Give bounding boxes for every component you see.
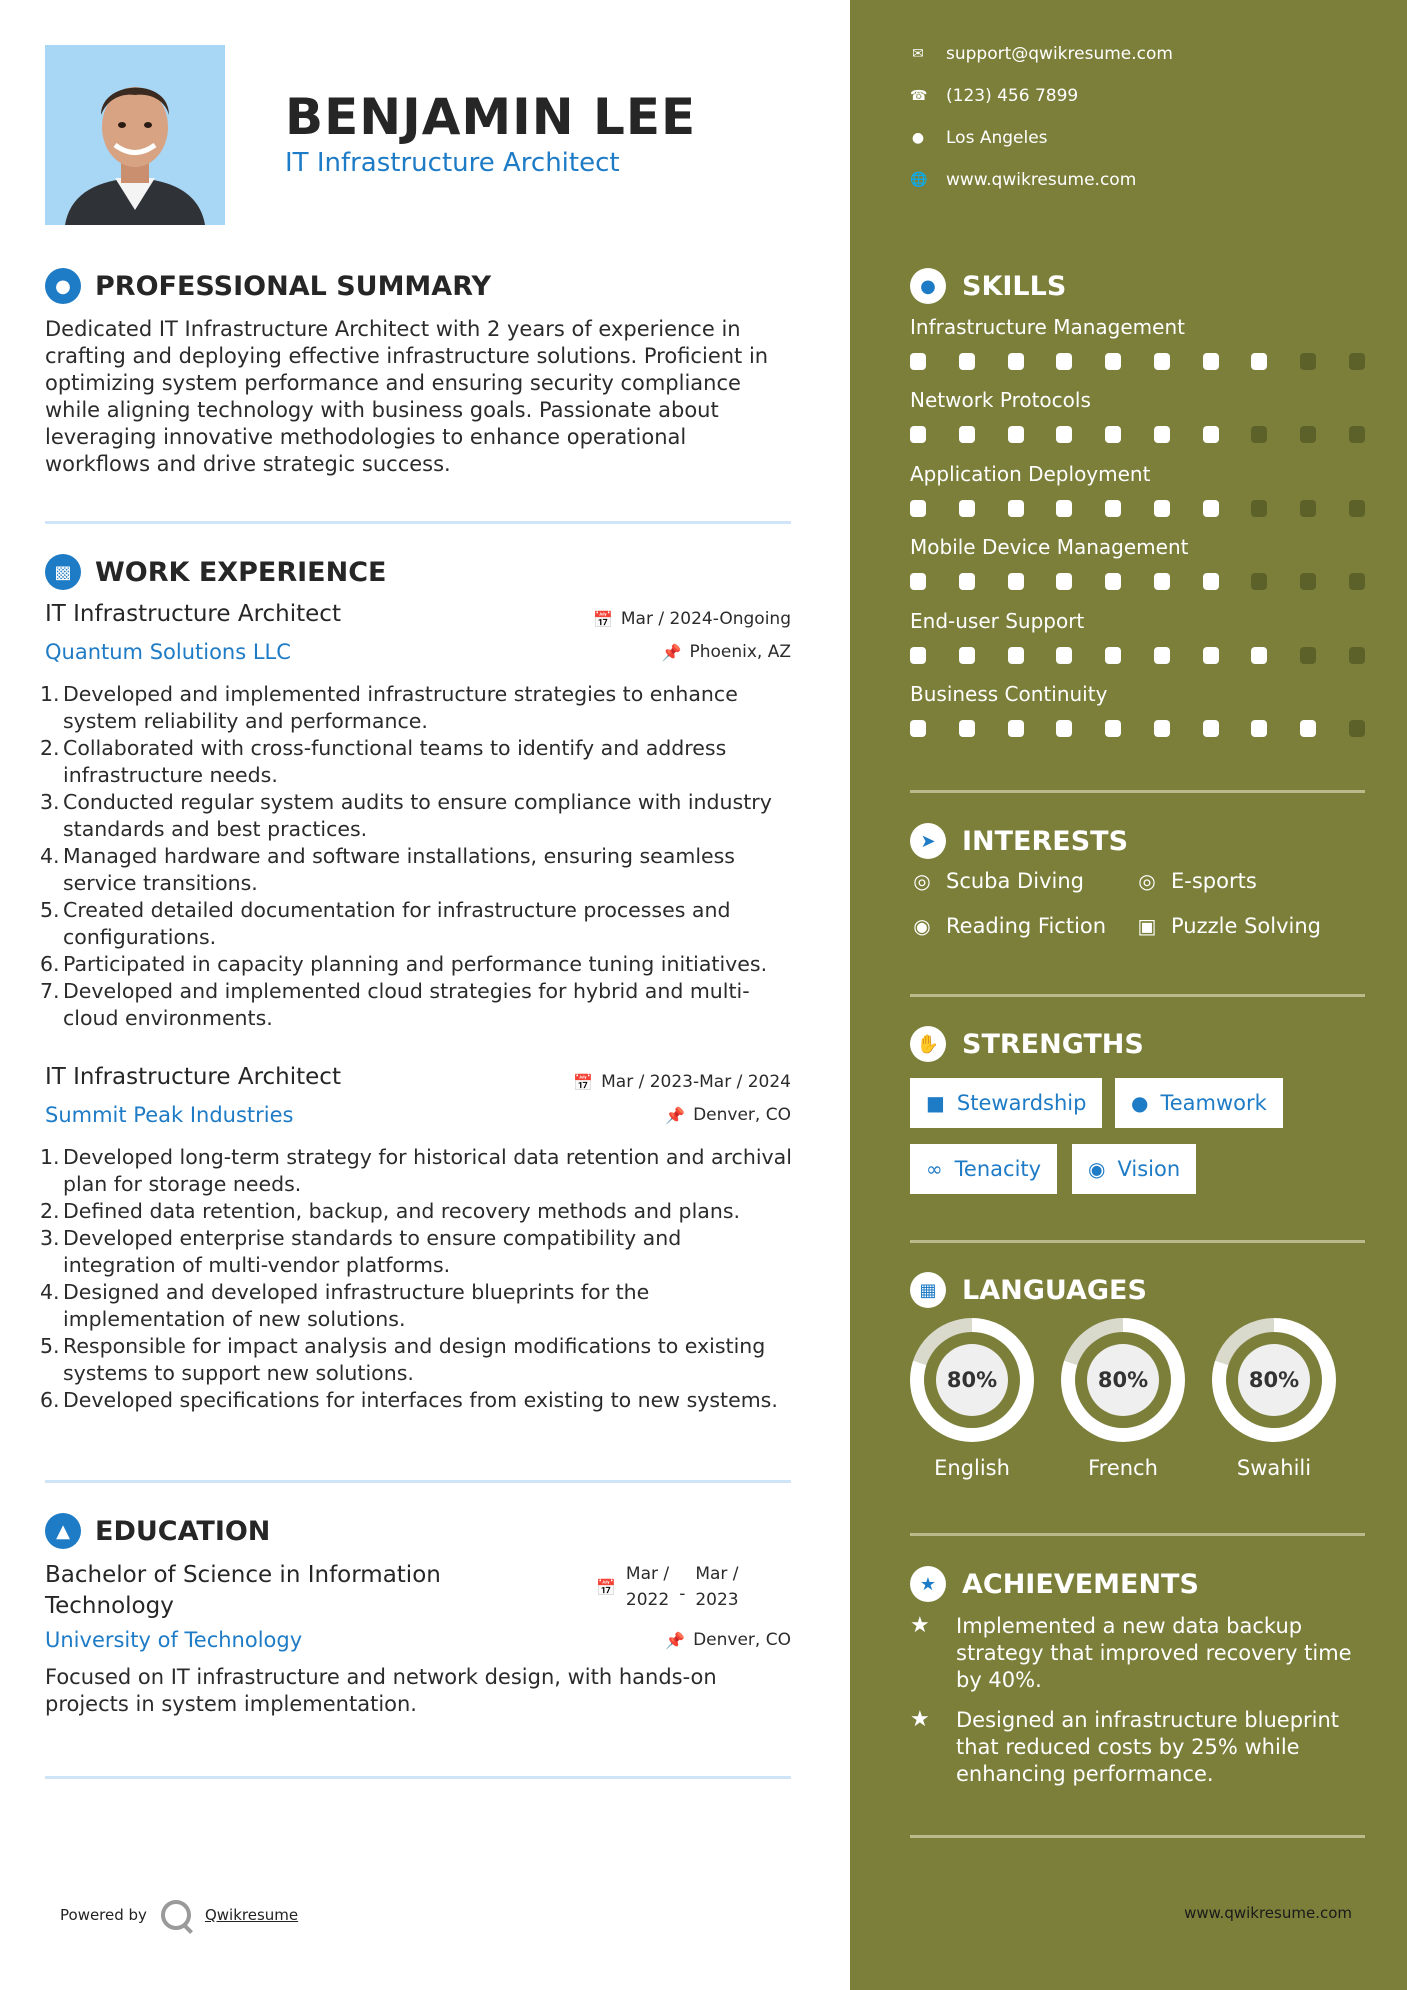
language-percent: 80% bbox=[1087, 1344, 1159, 1416]
rating-dot bbox=[1300, 353, 1316, 370]
rating-dot bbox=[1056, 353, 1072, 370]
rating-dot bbox=[1056, 500, 1072, 517]
list-item: Developed enterprise standards to ensure compatibility and integration of multi-vendor platforms. bbox=[63, 1226, 682, 1277]
rating-dot bbox=[1203, 353, 1219, 370]
contact-website[interactable] bbox=[910, 170, 1136, 190]
education-end bbox=[695, 1561, 738, 1613]
rating-dot bbox=[1154, 647, 1170, 664]
translate-icon: ▦ bbox=[910, 1272, 946, 1308]
rating-dot bbox=[1105, 647, 1121, 664]
list-item: Defined data retention, backup, and recovery methods and plans. bbox=[63, 1199, 741, 1223]
user-icon: ● bbox=[45, 268, 81, 304]
skill-item bbox=[910, 462, 1365, 517]
skill-rating bbox=[910, 573, 1365, 590]
calendar-icon: 📅 bbox=[592, 609, 613, 629]
contact-website-text: www.qwikresume.com bbox=[946, 170, 1137, 190]
summary-heading-text: PROFESSIONAL SUMMARY bbox=[95, 270, 492, 302]
rating-dot bbox=[910, 720, 926, 737]
job-company: Quantum Solutions LLC bbox=[45, 640, 291, 664]
candidate-title: IT Infrastructure Architect bbox=[285, 148, 620, 178]
job-location-text: Denver, CO bbox=[693, 1105, 791, 1125]
strength-chip bbox=[1115, 1078, 1283, 1128]
graduation-cap-icon: ▲ bbox=[45, 1513, 81, 1549]
rating-dot bbox=[1203, 500, 1219, 517]
rating-dot bbox=[1056, 720, 1072, 737]
job-location bbox=[665, 1105, 791, 1125]
skills-heading bbox=[910, 268, 1066, 304]
strength-label: Teamwork bbox=[1160, 1091, 1267, 1115]
contact-location-text: Los Angeles bbox=[946, 128, 1048, 148]
sidebar-divider bbox=[910, 994, 1365, 997]
interests-heading-text: INTERESTS bbox=[962, 825, 1129, 857]
job-date bbox=[573, 1072, 791, 1092]
skill-name: Infrastructure Management bbox=[910, 315, 1185, 339]
strength-label: Vision bbox=[1117, 1157, 1181, 1181]
book-icon: ▣ bbox=[1137, 914, 1157, 938]
list-item: Collaborated with cross-functional teams to identify and address infrastructure needs. bbox=[63, 736, 727, 787]
language-name: French bbox=[1088, 1456, 1158, 1480]
strength-label: Stewardship bbox=[956, 1091, 1087, 1115]
education-location-text: Denver, CO bbox=[693, 1630, 791, 1650]
job-location bbox=[662, 642, 791, 662]
skill-rating bbox=[910, 426, 1365, 443]
rating-dot bbox=[1154, 500, 1170, 517]
achievement-text: Implemented a new data backup strategy that improved recovery time by 40%. bbox=[956, 1614, 1352, 1692]
language-ring bbox=[1061, 1318, 1185, 1442]
pin-icon: 📌 bbox=[665, 1105, 686, 1125]
language-item bbox=[910, 1318, 1034, 1480]
achievement-item bbox=[910, 1707, 1370, 1788]
list-item: Designed and developed infrastructure blueprints for the implementation of new solutions. bbox=[63, 1280, 650, 1331]
skill-name: Network Protocols bbox=[910, 388, 1091, 412]
job-duties-list bbox=[40, 681, 800, 1032]
rating-dot bbox=[1203, 573, 1219, 590]
sidebar-divider bbox=[910, 1835, 1365, 1838]
strength-chip bbox=[1072, 1144, 1196, 1194]
calendar-icon: 📅 bbox=[596, 1577, 616, 1597]
language-percent: 80% bbox=[1238, 1344, 1310, 1416]
strength-chip bbox=[910, 1144, 1057, 1194]
contact-email-text: support@qwikresume.com bbox=[946, 44, 1173, 64]
rating-dot bbox=[1008, 720, 1024, 737]
rating-dot bbox=[1154, 720, 1170, 737]
contact-phone-text: (123) 456 7899 bbox=[946, 86, 1079, 106]
contact-phone bbox=[910, 86, 1078, 106]
education-date bbox=[596, 1561, 739, 1613]
rating-dot bbox=[1154, 573, 1170, 590]
strengths-heading bbox=[910, 1026, 1144, 1062]
life-ring-icon: ◎ bbox=[1138, 869, 1156, 893]
qwikresume-link[interactable]: Qwikresume bbox=[204, 1906, 299, 1924]
binoculars-icon: ◉ bbox=[1088, 1157, 1106, 1181]
skills-heading-text: SKILLS bbox=[962, 270, 1067, 302]
school-name: University of Technology bbox=[45, 1628, 303, 1652]
education-location bbox=[665, 1630, 791, 1650]
section-divider bbox=[45, 1776, 791, 1779]
rating-dot bbox=[1154, 353, 1170, 370]
rating-dot bbox=[1008, 647, 1024, 664]
sidebar bbox=[850, 0, 1407, 1990]
sidebar-divider bbox=[910, 1240, 1365, 1243]
interest-item bbox=[1135, 869, 1257, 893]
rating-dot bbox=[1251, 353, 1267, 370]
interest-item bbox=[1135, 914, 1321, 938]
gamepad-icon: ◉ bbox=[913, 914, 931, 938]
achievement-text: Designed an infrastructure blueprint that reduced costs by 25% while enhancing performance. bbox=[956, 1708, 1340, 1786]
strengths-heading-text: STRENGTHS bbox=[962, 1028, 1144, 1060]
rating-dot bbox=[959, 647, 975, 664]
job-duties-list bbox=[40, 1144, 800, 1414]
experience-heading bbox=[45, 554, 386, 590]
achievement-item bbox=[910, 1613, 1370, 1694]
skill-rating bbox=[910, 647, 1365, 664]
footer-website[interactable]: www.qwikresume.com bbox=[1184, 1904, 1352, 1922]
rating-dot bbox=[1105, 720, 1121, 737]
rating-dot bbox=[910, 647, 926, 664]
profile-photo bbox=[45, 45, 225, 225]
globe-icon: 🌐 bbox=[910, 172, 928, 188]
rating-dot bbox=[1203, 720, 1219, 737]
interest-item bbox=[910, 869, 1084, 893]
shooting-star-icon: ★ bbox=[910, 1613, 930, 1638]
education-end-month: Mar / bbox=[695, 1564, 739, 1584]
skill-item bbox=[910, 609, 1365, 664]
rating-dot bbox=[1300, 647, 1316, 664]
rating-dot bbox=[910, 573, 926, 590]
rating-dot bbox=[1300, 500, 1316, 517]
language-item bbox=[1212, 1318, 1336, 1480]
pin-icon: 📌 bbox=[665, 1630, 686, 1650]
briefcase-icon: ■ bbox=[926, 1091, 945, 1115]
job-date bbox=[593, 609, 791, 629]
rating-dot bbox=[1105, 353, 1121, 370]
rating-dot bbox=[1105, 573, 1121, 590]
rating-dot bbox=[959, 720, 975, 737]
lightbulb-icon: ● bbox=[910, 268, 946, 304]
calendar-icon: 📅 bbox=[573, 1072, 594, 1092]
list-item: Conducted regular system audits to ensure compliance with industry standards and best practices. bbox=[63, 790, 772, 841]
education-start-year: 2022 bbox=[625, 1590, 670, 1610]
summary-heading bbox=[45, 268, 491, 304]
sidebar-divider bbox=[910, 1533, 1365, 1536]
interest-label: Scuba Diving bbox=[946, 869, 1084, 893]
education-description: Focused on IT infrastructure and network design, with hands-on projects in system implementation. bbox=[45, 1665, 717, 1716]
office-chair-icon: ▩ bbox=[45, 554, 81, 590]
list-item: Developed specifications for interfaces from existing to new systems. bbox=[63, 1388, 778, 1412]
paper-plane-icon: ➤ bbox=[910, 823, 946, 859]
job-company: Summit Peak Industries bbox=[45, 1103, 294, 1127]
candidate-name: BENJAMIN LEE bbox=[285, 88, 697, 146]
contact-email[interactable] bbox=[910, 44, 1173, 64]
rating-dot bbox=[1008, 426, 1024, 443]
list-item: Created detailed documentation for infrastructure processes and configurations. bbox=[63, 898, 731, 949]
rating-dot bbox=[959, 573, 975, 590]
summary-text: Dedicated IT Infrastructure Architect with 2 years of experience in crafting and deploying effective infrastructure solutions. Proficient in optimizing system performance and ensuring security compliance while aligning technology with business goals. Passionate about leveraging innovative methodologies to enhance operational workflows and drive strategic success. bbox=[45, 317, 769, 476]
language-name: Swahili bbox=[1236, 1456, 1312, 1480]
rating-dot bbox=[910, 500, 926, 517]
skill-name: Application Deployment bbox=[910, 462, 1151, 486]
rating-dot bbox=[1056, 573, 1072, 590]
job-title: IT Infrastructure Architect bbox=[45, 1064, 341, 1090]
language-name: English bbox=[934, 1456, 1010, 1480]
rating-dot bbox=[1251, 720, 1267, 737]
interest-label: E-sports bbox=[1171, 869, 1257, 893]
link-icon: ∞ bbox=[926, 1157, 943, 1181]
list-item: Developed and implemented cloud strategies for hybrid and multi-cloud environments. bbox=[63, 979, 750, 1030]
language-percent: 80% bbox=[936, 1344, 1008, 1416]
skill-item bbox=[910, 682, 1365, 737]
strength-label: Tenacity bbox=[954, 1157, 1042, 1181]
achievements-heading bbox=[910, 1566, 1199, 1602]
job-date-text: Mar / 2024-Ongoing bbox=[620, 609, 791, 629]
skill-rating bbox=[910, 720, 1365, 737]
rating-dot bbox=[910, 426, 926, 443]
achievements-heading-text: ACHIEVEMENTS bbox=[962, 1568, 1199, 1600]
rating-dot bbox=[1251, 573, 1267, 590]
languages-heading-text: LANGUAGES bbox=[962, 1274, 1147, 1306]
education-heading bbox=[45, 1513, 270, 1549]
skill-rating bbox=[910, 500, 1365, 517]
skill-item bbox=[910, 535, 1365, 590]
list-item: Developed long-term strategy for historical data retention and archival plan for storage needs. bbox=[63, 1145, 792, 1196]
rating-dot bbox=[1300, 573, 1316, 590]
profile-photo-illustration bbox=[45, 45, 225, 225]
rating-dot bbox=[1300, 720, 1316, 737]
strength-chip bbox=[910, 1078, 1102, 1128]
languages-heading bbox=[910, 1272, 1147, 1308]
rating-dot bbox=[1349, 353, 1365, 370]
interest-item bbox=[910, 914, 1106, 938]
education-end-year: 2023 bbox=[695, 1590, 739, 1610]
job-date-text: Mar / 2023-Mar / 2024 bbox=[601, 1072, 791, 1092]
skill-name: End-user Support bbox=[910, 609, 1085, 633]
sidebar-divider bbox=[910, 790, 1365, 793]
rating-dot bbox=[1251, 647, 1267, 664]
rating-dot bbox=[1056, 426, 1072, 443]
interest-label: Puzzle Solving bbox=[1171, 914, 1321, 938]
rating-dot bbox=[1008, 353, 1024, 370]
rating-dot bbox=[1349, 573, 1365, 590]
rating-dot bbox=[1203, 647, 1219, 664]
phone-icon: ☎ bbox=[910, 88, 928, 104]
rating-dot bbox=[1203, 426, 1219, 443]
list-item: Managed hardware and software installations, ensuring seamless service transitions. bbox=[63, 844, 735, 895]
qwikresume-logo-icon bbox=[161, 1900, 191, 1930]
skill-item bbox=[910, 388, 1365, 443]
shooting-star-icon: ★ bbox=[910, 1707, 930, 1732]
rating-dot bbox=[1349, 500, 1365, 517]
pin-icon: 📌 bbox=[661, 642, 682, 662]
rating-dot bbox=[910, 353, 926, 370]
rating-dot bbox=[959, 353, 975, 370]
list-item: Responsible for impact analysis and design modifications to existing systems to support new solutions. bbox=[63, 1334, 766, 1385]
degree-title: Bachelor of Science in Information Technology bbox=[45, 1562, 441, 1619]
map-marker-icon: ● bbox=[911, 130, 925, 146]
education-start-month: Mar / bbox=[625, 1564, 670, 1584]
rating-dot bbox=[959, 500, 975, 517]
rating-dot bbox=[1008, 500, 1024, 517]
contact-location bbox=[910, 128, 1048, 148]
list-item: Participated in capacity planning and performance tuning initiatives. bbox=[63, 952, 768, 976]
powered-by bbox=[60, 1900, 298, 1930]
rating-dot bbox=[1349, 647, 1365, 664]
users-icon: ● bbox=[1131, 1091, 1149, 1115]
rating-dot bbox=[1105, 426, 1121, 443]
language-item bbox=[1061, 1318, 1185, 1480]
rating-dot bbox=[1105, 500, 1121, 517]
rating-dot bbox=[1300, 426, 1316, 443]
skill-item bbox=[910, 315, 1365, 370]
language-ring bbox=[910, 1318, 1034, 1442]
rating-dot bbox=[1349, 426, 1365, 443]
interests-heading bbox=[910, 823, 1128, 859]
skill-name: Business Continuity bbox=[910, 682, 1108, 706]
envelope-icon: ✉ bbox=[912, 46, 924, 62]
education-date-separator: - bbox=[679, 1584, 686, 1604]
education-start bbox=[626, 1561, 669, 1613]
job-title: IT Infrastructure Architect bbox=[45, 601, 341, 627]
education-heading-text: EDUCATION bbox=[95, 1515, 271, 1547]
skill-rating bbox=[910, 353, 1365, 370]
rating-dot bbox=[1349, 720, 1365, 737]
rating-dot bbox=[1056, 647, 1072, 664]
rating-dot bbox=[1251, 500, 1267, 517]
rating-dot bbox=[1154, 426, 1170, 443]
rating-dot bbox=[1008, 573, 1024, 590]
life-ring-icon: ◎ bbox=[913, 869, 931, 893]
list-item: Developed and implemented infrastructure strategies to enhance system reliability and performance. bbox=[63, 682, 738, 733]
interest-label: Reading Fiction bbox=[946, 914, 1107, 938]
language-ring bbox=[1212, 1318, 1336, 1442]
fist-icon: ✋ bbox=[910, 1026, 946, 1062]
rating-dot bbox=[959, 426, 975, 443]
skill-name: Mobile Device Management bbox=[910, 535, 1189, 559]
rating-dot bbox=[1251, 426, 1267, 443]
job-location-text: Phoenix, AZ bbox=[689, 642, 791, 662]
experience-heading-text: WORK EXPERIENCE bbox=[95, 556, 387, 588]
powered-by-label: Powered by bbox=[60, 1906, 147, 1924]
star-badge-icon: ★ bbox=[910, 1566, 946, 1602]
section-divider bbox=[45, 521, 791, 524]
section-divider bbox=[45, 1480, 791, 1483]
